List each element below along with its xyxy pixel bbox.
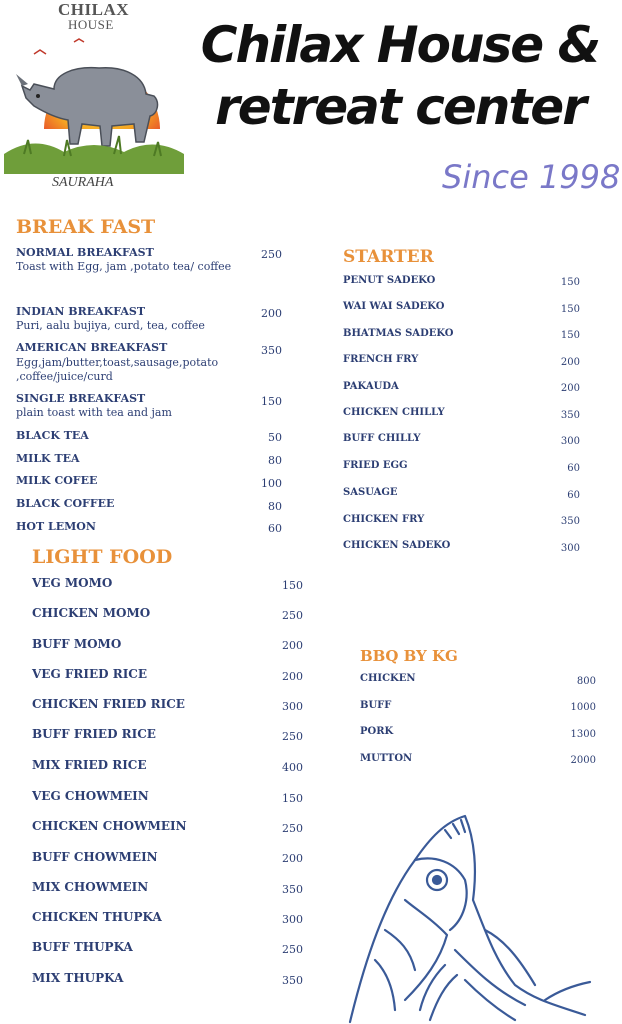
menu-item-name: VEG CHOWMEIN (32, 789, 149, 803)
menu-item-name: BUFF MOMO (32, 637, 122, 651)
menu-item-name: PORK (360, 726, 394, 737)
menu-item-name: BLACK COFFEE (16, 497, 115, 510)
menu-item-name: MIX CHOWMEIN (32, 880, 149, 894)
menu-item-desc: Puri, aalu bujiya, curd, tea, coffee (16, 319, 205, 332)
menu-item-price: 150 (560, 277, 580, 288)
menu-item-name: FRENCH FRY (343, 354, 419, 365)
menu-item-price: 250 (261, 248, 282, 261)
menu-item-price: 60 (268, 522, 282, 535)
menu-item-price: 200 (261, 307, 282, 320)
menu-item-price: 250 (282, 730, 303, 743)
menu-item-name: CHICKEN MOMO (32, 606, 151, 620)
menu-item-name: BUFF FRIED RICE (32, 727, 156, 741)
menu-item-price: 150 (560, 304, 580, 315)
menu-item-price: 150 (560, 330, 580, 341)
logo (4, 0, 194, 200)
menu-item-name: AMERICAN BREAKFAST (16, 341, 168, 354)
menu-item-name: VEG MOMO (32, 576, 113, 590)
menu-item-desc: ,coffee/juice/curd (16, 370, 113, 383)
menu-item-price: 350 (282, 883, 303, 896)
menu-item-price: 200 (282, 670, 303, 683)
menu-item-price: 200 (560, 383, 580, 394)
title-line-1: Chilax House & (200, 16, 600, 74)
page-title (180, 14, 620, 138)
menu-item-name: NORMAL BREAKFAST (16, 246, 154, 259)
since-year: Since 1998 (442, 158, 621, 196)
menu-item-name: FRIED EGG (343, 460, 408, 471)
menu-item-price: 60 (567, 490, 580, 501)
menu-item-price: 350 (261, 344, 282, 357)
menu-item-price: 350 (282, 974, 303, 987)
menu-item-price: 300 (282, 700, 303, 713)
menu-item-price: 250 (282, 943, 303, 956)
menu-item-name: BHATMAS SADEKO (343, 328, 454, 339)
menu-item-name: BUFF THUPKA (32, 940, 133, 954)
section-title-starter: STARTER (343, 247, 434, 267)
menu-item-price: 200 (560, 357, 580, 368)
menu-item-desc: plain toast with tea and jam (16, 406, 172, 419)
menu-item-name: WAI WAI SADEKO (343, 301, 445, 312)
menu-item-name: CHICKEN THUPKA (32, 910, 162, 924)
menu-item-price: 800 (576, 676, 596, 687)
menu-item-price: 300 (282, 913, 303, 926)
menu-item-price: 50 (268, 431, 282, 444)
menu-item-name: BUFF CHOWMEIN (32, 850, 158, 864)
menu-item-price: 250 (282, 609, 303, 622)
menu-item-name: VEG FRIED RICE (32, 667, 148, 681)
menu-item-price: 250 (282, 822, 303, 835)
menu-item-name: CHICKEN (360, 673, 416, 684)
menu-item-name: MILK COFEE (16, 474, 98, 487)
fish-illustration-icon (345, 810, 595, 1024)
menu-item-price: 200 (282, 852, 303, 865)
menu-item-name: SINGLE BREAKFAST (16, 392, 146, 405)
menu-item-name: CHICKEN SADEKO (343, 540, 451, 551)
section-title-bbq: BBQ BY KG (360, 647, 458, 665)
menu-item-price: 80 (268, 454, 282, 467)
menu-item-desc: Egg,jam/butter,toast,sausage,potato (16, 356, 219, 369)
menu-item-name: MILK TEA (16, 452, 80, 465)
menu-item-price: 100 (261, 477, 282, 490)
menu-item-desc: Toast with Egg, jam ,potato tea/ coffee (16, 260, 232, 273)
menu-item-name: CHICKEN CHILLY (343, 407, 445, 418)
menu-item-price: 200 (282, 639, 303, 652)
menu-item-name: CHICKEN FRY (343, 514, 425, 525)
menu-item-name: BUFF CHILLY (343, 433, 421, 444)
menu-item-price: 150 (261, 395, 282, 408)
section-title-light-food: LIGHT FOOD (32, 546, 173, 568)
menu-item-price: 60 (567, 463, 580, 474)
rhino-sunset-icon (4, 34, 194, 174)
menu-item-price: 300 (560, 436, 580, 447)
menu-item-name: CHICKEN FRIED RICE (32, 697, 185, 711)
menu-item-name: HOT LEMON (16, 520, 96, 533)
menu-item-name: SASUAGE (343, 487, 398, 498)
menu-item-name: PENUT SADEKO (343, 275, 436, 286)
menu-item-name: PAKAUDA (343, 381, 399, 392)
section-title-breakfast: BREAK FAST (16, 216, 156, 238)
menu-item-price: 2000 (570, 755, 596, 766)
menu-item-price: 350 (560, 410, 580, 421)
menu-item-name: BUFF (360, 700, 392, 711)
menu-item-price: 350 (560, 516, 580, 527)
menu-item-price: 80 (268, 500, 282, 513)
logo-text-chilax: CHILAX (58, 0, 130, 19)
menu-item-name: INDIAN BREAKFAST (16, 305, 146, 318)
logo-text-sauraha: SAURAHA (52, 175, 114, 190)
menu-item-name: MIX FRIED RICE (32, 758, 147, 772)
menu-item-price: 400 (282, 761, 303, 774)
menu-item-name: MIX THUPKA (32, 971, 124, 985)
title-line-2: retreat center (215, 78, 585, 136)
menu-item-name: CHICKEN CHOWMEIN (32, 819, 187, 833)
menu-item-price: 150 (282, 792, 303, 805)
logo-text-house: HOUSE (68, 17, 114, 32)
menu-item-price: 1000 (570, 702, 596, 713)
menu-item-price: 300 (560, 543, 580, 554)
menu-item-name: BLACK TEA (16, 429, 89, 442)
menu-item-price: 150 (282, 579, 303, 592)
menu-item-price: 1300 (570, 729, 596, 740)
menu-item-name: MUTTON (360, 753, 413, 764)
